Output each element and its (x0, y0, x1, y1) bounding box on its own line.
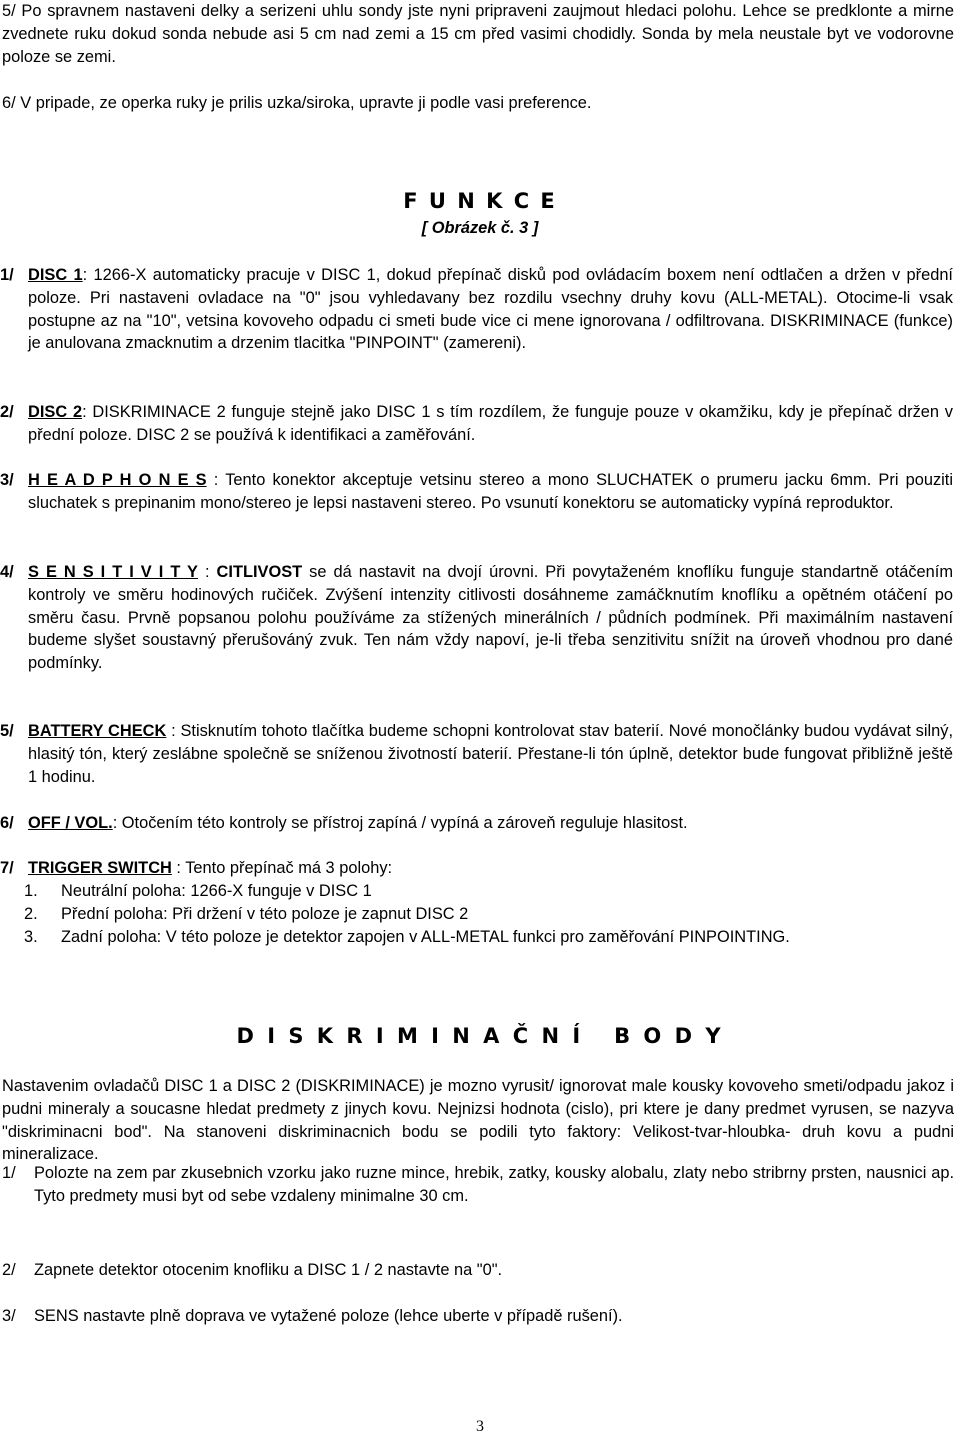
funkce-item-disc2 (0, 401, 953, 447)
item-sep: : (82, 403, 87, 421)
item-number: 5/ (0, 722, 14, 740)
item-text: se dá nastavit na dvojí úrovni. Při povytaženém knoflíku funguje standartně otáčením kontroly ve směru hodinových ručiček. Zvýšení intenzity citlivosti dosáhneme zamáčknutím knoflíku a opětném otáčení po směru času. Prvně popsanou polohu používáme za stížených minerálních / půdních podmínek. Při maximálním nastavení budeme slyšet soustavný přerušováný zvuk. Ten nám vždy napoví, je-li třeba senzitivitu snížit na úroveň vhodnou pro dané podmínky. (28, 563, 953, 673)
item-number: 1/ (0, 266, 14, 284)
figure-caption: [ Obrázek č. 3 ] (421, 219, 539, 237)
funkce-item-offvol (0, 812, 953, 835)
funkce-item-battery (0, 720, 953, 788)
item-label: H E A D P H O N E S (28, 471, 207, 489)
intro-paragraph-6: 6/ V pripade, ze operka ruky je prilis uzka/siroka, upravte ji podle vasi preference. (2, 94, 592, 112)
funkce-heading: F U N K C E (403, 189, 557, 213)
diskriminacni-body-heading: D I S K R I M I N A Č N Í B O D Y (236, 1024, 724, 1048)
step-2 (2, 1259, 954, 1282)
item-number: 2/ (0, 403, 14, 421)
item-text: Stisknutím tohoto tlačítka budeme schopni kontrolovat stav baterií. Nové monočlánky budou vydávat silný, hlasitý tón, který zeslábne společně se sníženou životností baterií. Přestane-li tón úplně, detektor bude fungovat přibližně ještě 1 hodinu. (28, 722, 953, 786)
intro-paragraph-5: 5/ Po spravnem nastaveni delky a serizeni uhlu sondy jste nyni pripraveni zaujmout hledaci polohu. Lehce se predklonte a mirne zvednete ruku dokud sonda nebude asi 5 cm nad zemi a 15 cm před vasimi chodidly. Sonda by mela neustale byt ve vodorovne poloze se zemi. (2, 2, 954, 66)
funkce-item-trigger (0, 857, 953, 880)
item-label: TRIGGER SWITCH (28, 859, 172, 877)
step-number: 2/ (2, 1261, 16, 1279)
list-item (24, 880, 954, 903)
body-intro: Nastavenim ovladačů DISC 1 a DISC 2 (DISKRIMINACE) je mozno vyrusit/ ignorovat male kousky kovoveho smeti/odpadu jakoz i pudni mineraly a soucasne hledat predmety z jinych kovu. Nejnizsi hodnota (cislo), pri ktere je dany predmet vyrusen, se nazyva "diskriminacni bod". Na stanoveni diskriminacnich bodu se podili tyto faktory: Velikost-tvar-hloubka- druh kovu a pudni mineralizace. (2, 1077, 954, 1164)
list-marker: 2. (24, 904, 38, 923)
list-item-text: Přední poloha: Při držení v této poloze je zapnut DISC 2 (61, 904, 469, 923)
item-sep: : (197, 563, 210, 581)
item-text: 1266-X automaticky pracuje v DISC 1, dokud přepínač disků pod ovládacím boxem není odtlačen a držen v přední poloze. Pri nastaveni ovladace na "0" jsou vyhledavany bez rozdilu vsechny druhy kovu (ALL-METAL). Otocime-li vsak postupne az na "10", vetsina kovoveho odpadu ci smeti bude vice ci mene ignorovana / odfiltrovana. DISKRIMINACE (funkce) je anulovana zmacknutim a drzenim tlacitka "PINPOINT" (zamereni). (28, 266, 953, 353)
funkce-item-disc1 (0, 264, 953, 355)
item-sep: : (82, 266, 88, 284)
step-number: 3/ (2, 1307, 16, 1325)
item-number: 4/ (0, 563, 14, 581)
list-item-text: Neutrální poloha: 1266-X funguje v DISC 1 (61, 882, 372, 900)
list-marker: 3. (24, 927, 38, 946)
item-label: DISC 1 (28, 266, 83, 284)
item-label: DISC 2 (28, 403, 83, 421)
item-text: DISKRIMINACE 2 funguje stejně jako DISC 1 s tím rozdílem, že funguje pouze v okamžiku, kdy je přepínač držen v přední poloze. DISC 2 se používá k identifikaci a zaměřování. (28, 403, 953, 444)
item-bold: CITLIVOST (209, 563, 303, 581)
list-item (24, 926, 954, 949)
step-text: SENS nastavte plně doprava ve vytažené poloze (lehce uberte v případě rušení). (34, 1307, 623, 1325)
item-sep: : (171, 859, 181, 877)
item-sep: : (206, 471, 219, 489)
step-3 (2, 1305, 954, 1328)
step-number: 1/ (2, 1164, 16, 1182)
item-number: 3/ (0, 471, 14, 489)
item-text: Otočením této kontroly se přístroj zapíná / vypíná a zároveň reguluje hlasitost. (117, 814, 688, 832)
item-sep: : (112, 814, 118, 832)
step-text: Zapnete detektor otocenim knofliku a DISC 1 / 2 nastavte na "0". (34, 1261, 503, 1279)
funkce-item-sensitivity (0, 561, 953, 675)
list-item (24, 903, 954, 926)
list-item-text: Zadní poloha: V této poloze je detektor zapojen v ALL-METAL funkci pro zaměřování PINPOINTING. (61, 927, 790, 946)
item-sep: : (166, 722, 176, 740)
item-text: Tento přepínač má 3 polohy: (180, 859, 393, 877)
step-text: Polozte na zem par zkusebnich vzorku jako ruzne mince, hrebik, zatky, kousky alobalu, zlaty nebo stribrny prsten, nausnici ap. Tyto predmety musi byt od sebe vzdaleny minimalne 30 cm. (34, 1164, 954, 1205)
trigger-list (24, 880, 954, 948)
page-number: 3 (476, 1418, 484, 1435)
item-label: OFF / VOL. (28, 814, 113, 832)
item-label: BATTERY CHECK (28, 722, 167, 740)
item-number: 7/ (0, 859, 14, 877)
step-1 (2, 1162, 954, 1208)
funkce-item-headphones (0, 469, 954, 515)
item-text: Tento konektor akceptuje vetsinu stereo a mono SLUCHATEK o prumeru jacku 6mm. Pri pouziti sluchatek s prepinanim mono/stereo je lepsi nastaveni stereo. Po vsunutí konektoru se automaticky vypíná reproduktor. (28, 471, 954, 512)
item-number: 6/ (0, 814, 14, 832)
item-label: S E N S I T I V I T Y (28, 563, 198, 581)
list-marker: 1. (24, 882, 38, 900)
